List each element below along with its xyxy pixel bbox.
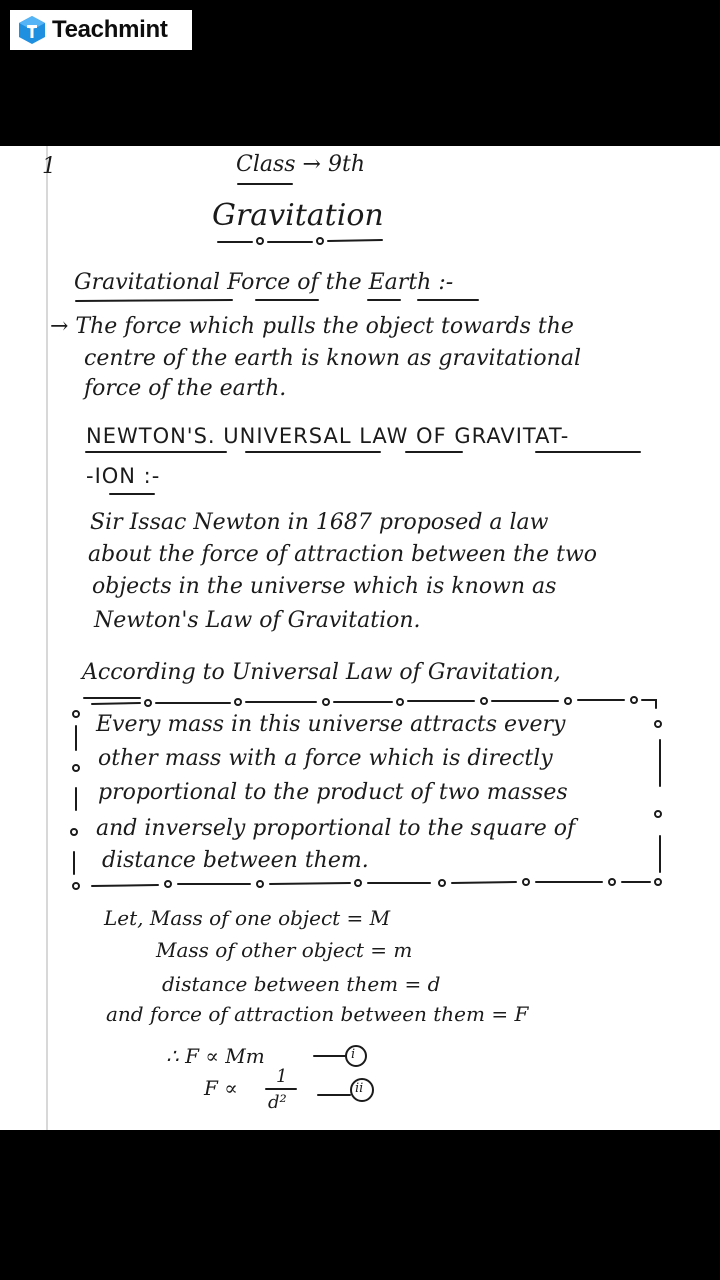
teachmint-logo (10, 10, 192, 50)
paragraph-line: Newton's Law of Gravitation. (94, 608, 421, 633)
law-statement-line: other mass with a force which is directly (98, 746, 553, 771)
note-title: Gravitation (212, 198, 384, 233)
equation-1-tag: i (351, 1047, 356, 1062)
section1-line: centre of the earth is known as gravitational (84, 346, 581, 371)
law-statement-line: Every mass in this universe attracts every (96, 712, 566, 737)
variable-definition: Mass of other object = m (156, 938, 413, 962)
equation-2-tag: ii (355, 1081, 364, 1096)
brand-name: Teachmint (52, 16, 168, 43)
section2-heading: NEWTON'S. UNIVERSAL LAW OF GRAVITAT- (86, 424, 570, 448)
section1-line: force of the earth. (84, 376, 287, 401)
variable-definition: Let, Mass of one object = M (104, 906, 391, 930)
paragraph-line: Sir Issac Newton in 1687 proposed a law (90, 510, 549, 535)
section1-heading: Gravitational Force of the Earth :- (74, 270, 454, 295)
equation-1: ∴ F ∝ Mm (166, 1044, 265, 1068)
page-number: 1 (42, 154, 56, 179)
variable-definition: distance between them = d (162, 972, 441, 996)
law-statement-line: and inversely proportional to the square of (96, 816, 576, 841)
paragraph-line: about the force of attraction between the two (88, 542, 598, 567)
equation-2-numerator: 1 (276, 1066, 288, 1087)
law-intro: According to Universal Law of Gravitation, (82, 660, 561, 685)
paragraph-line: objects in the universe which is known as (92, 574, 557, 599)
law-statement-line: distance between them. (102, 848, 369, 873)
notebook-page (0, 146, 720, 1130)
teachmint-logo-icon (18, 15, 46, 45)
class-label: Class → 9th (236, 152, 365, 177)
law-statement-line: proportional to the product of two masses (98, 780, 568, 805)
equation-2-denominator: d² (268, 1092, 287, 1113)
section2-heading-cont: -ION :- (86, 464, 161, 488)
variable-definition: and force of attraction between them = F (106, 1002, 529, 1026)
equation-2-lhs: F ∝ (204, 1076, 238, 1100)
section1-line: → The force which pulls the object towards the (50, 314, 574, 339)
